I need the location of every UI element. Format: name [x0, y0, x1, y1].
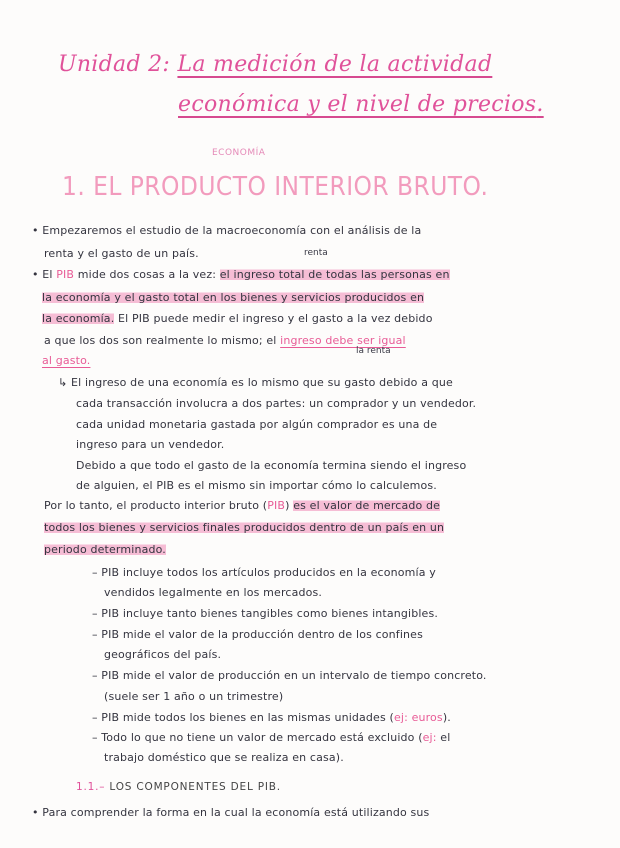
- bullet-3a: – PIB mide el valor de la producción dentro de los confines: [92, 628, 423, 641]
- line-14: Por lo tanto, el producto interior bruto (PIB) es el valor de mercado de: [44, 499, 441, 512]
- line-1: • Empezaremos el estudio de la macroeconomía con el análisis de la: [32, 224, 422, 237]
- bullet-1b: vendidos legalmente en los mercados.: [104, 586, 323, 599]
- main-heading: 1. EL PRODUCTO INTERIOR BRUTO.: [62, 172, 489, 202]
- note-renta: renta: [304, 248, 328, 258]
- unit-title-text: La medición de la actividad: [177, 52, 493, 77]
- line-4: [42, 291, 424, 304]
- bullet-4a: – PIB mide el valor de producción en un intervalo de tiempo concreto.: [92, 669, 487, 682]
- line-8: ↳ El ingreso de una economía es lo mismo que su gasto debido a que: [58, 376, 453, 389]
- bullet-2: – PIB incluye tanto bienes tangibles como bienes intangibles.: [92, 607, 438, 620]
- highlight-pib-def-3: periodo determinado.: [44, 543, 166, 556]
- subheading: [76, 781, 281, 793]
- line-3: • El PIB mide dos cosas a la vez: el ingreso total de todas las personas en: [32, 268, 450, 281]
- pink-phrase-2: al gasto.: [42, 354, 91, 367]
- unit-number: Unidad 2:: [58, 52, 171, 77]
- line-2: renta y el gasto de un país.: [44, 247, 199, 260]
- bullet-4b: (suele ser 1 año o un trimestre): [104, 690, 284, 703]
- line-12: Debido a que todo el gasto de la economía termina siendo el ingreso: [76, 459, 467, 472]
- unit-title-line2: económica y el nivel de precios.: [178, 92, 544, 117]
- unit-title-text-2: económica y el nivel de precios: [178, 92, 537, 117]
- subheading-text: LOS COMPONENTES DEL PIB.: [105, 781, 281, 793]
- line-13: de alguien, el PIB es el mismo sin importar cómo lo calculemos.: [76, 479, 437, 492]
- note-la-renta: la renta: [356, 346, 391, 356]
- line-5: la economía. El PIB puede medir el ingreso y el gasto a la vez debido: [42, 312, 433, 325]
- highlight-definition-1: el ingreso total de todas las personas en: [219, 268, 450, 281]
- bullet-6b: trabajo doméstico que se realiza en casa).: [104, 751, 344, 764]
- bullet-5: – PIB mide todos los bienes en las mismas unidades (ej: euros).: [92, 711, 451, 724]
- subheading-number: 1.1.–: [76, 781, 106, 793]
- line-11: ingreso para un vendedor.: [76, 438, 225, 451]
- last-line: • Para comprender la forma en la cual la economía está utilizando sus: [32, 806, 430, 819]
- highlight-pib-def-2: todos los bienes y servicios finales producidos dentro de un país en un: [44, 521, 445, 534]
- line-16: [44, 543, 166, 556]
- line-6: a que los dos son realmente lo mismo; el ingreso debe ser igual: [44, 334, 406, 347]
- highlight-pib-def-1: es el valor de mercado de: [293, 499, 441, 512]
- section-label: ECONOMÍA: [212, 148, 266, 158]
- line-7: [42, 354, 90, 367]
- bullet-1a: – PIB incluye todos los artículos producidos en la economía y: [92, 566, 436, 579]
- unit-title-line1: [58, 52, 492, 77]
- line-9: cada transacción involucra a dos partes: un comprador y un vendedor.: [76, 397, 477, 410]
- pib-term: PIB: [56, 268, 75, 281]
- bullet-6a: – Todo lo que no tiene un valor de mercado está excluido (ej: el: [92, 731, 451, 744]
- line-10: cada unidad monetaria gastada por algún comprador es una de: [76, 418, 438, 431]
- highlight-definition-2: la economía y el gasto total en los bienes y servicios producidos en: [42, 291, 425, 304]
- pink-phrase: ingreso debe ser igual: [280, 334, 406, 347]
- highlight-definition-3: la economía.: [42, 312, 115, 325]
- line-15: [44, 521, 444, 534]
- bullet-3b: geográficos del país.: [104, 648, 222, 661]
